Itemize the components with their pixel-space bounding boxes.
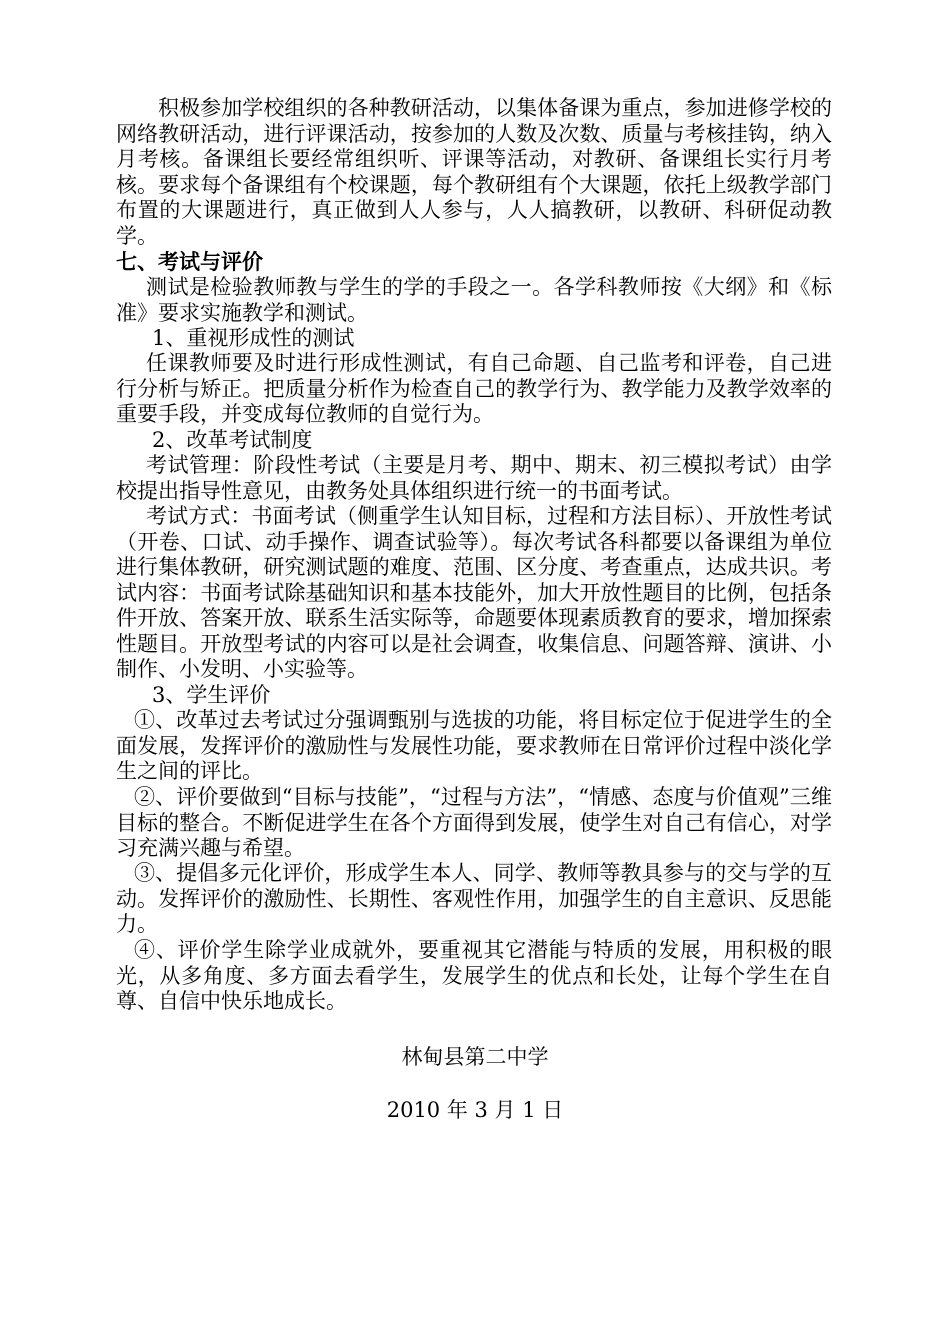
paragraph-evaluation-3: ③、提倡多元化评价，形成学生本人、同学、教师等教具参与的交与学的互动。发挥评价的激励性、长期性、客观性作用，加强学生的自主意识、反思能力。 bbox=[116, 861, 832, 936]
subheading-exam-reform: 2、改革考试制度 bbox=[152, 428, 313, 452]
paragraph-evaluation-2: ②、评价要做到“目标与技能”，“过程与方法”，“情感、态度与价值观”三维目标的整合。不断促进学生在各个方面得到发展，使学生对自己有信心，对学习充满兴趣与希望。 bbox=[116, 785, 832, 860]
paragraph-exam-management: 考试管理：阶段性考试（主要是月考、期中、期末、初三模拟考试）由学校提出指导性意见，由教务处具体组织进行统一的书面考试。 bbox=[116, 453, 832, 503]
section-heading-exam-evaluation: 七、考试与评价 bbox=[116, 249, 263, 274]
signature-date: 2010 年 3 月 1 日 bbox=[386, 1098, 564, 1122]
signature-school: 林甸县第二中学 bbox=[401, 1045, 549, 1069]
paragraph-exam-method: 考试方式：书面考试（侧重学生认知目标，过程和方法目标）、开放性考试（开卷、口试、动手操作、调查试验等）。每次考试各科都要以备课组为单位进行集体教研，研究测试题的难度、范围、区分度、考查重点，达成共识。考试内容：书面考试除基础知识和基本技能外，加大开放性题目的比例，包括条件开放、答案开放、联系生活实际等，命题要体现素质教育的要求，增加探索性题目。开放型考试的内容可以是社会调查，收集信息、问题答辩、演讲、小制作、小发明、小实验等。 bbox=[116, 504, 832, 681]
subheading-student-evaluation: 3、学生评价 bbox=[152, 683, 271, 707]
paragraph-evaluation-4: ④、评价学生除学业成就外，要重视其它潜能与特质的发展，用积极的眼光，从多角度、多方面去看学生，发展学生的优点和长处，让每个学生在自尊、自信中快乐地成长。 bbox=[116, 938, 832, 1013]
paragraph-testing-intro: 测试是检验教师教与学生的学的手段之一。各学科教师按《大纲》和《标准》要求实施教学和测试。 bbox=[116, 275, 832, 325]
subheading-formative-test: 1、重视形成性的测试 bbox=[152, 326, 355, 350]
paragraph-evaluation-1: ①、改革过去考试过分强调甄别与选拔的功能，将目标定位于促进学生的全面发展，发挥评价的激励性与发展性功能，要求教师在日常评价过程中淡化学生之间的评比。 bbox=[116, 708, 832, 783]
paragraph-teaching-research: 积极参加学校组织的各种教研活动，以集体备课为重点，参加进修学校的网络教研活动，进行评课活动，按参加的人数及次数、质量与考核挂钩，纳入月考核。备课组长要经常组织听、评课等活动，对教研、备课组长实行月考核。要求每个备课组有个校课题，每个教研组有个大课题，依托上级教学部门布置的大课题进行，真正做到人人参与，人人搞教研，以教研、科研促动教学。 bbox=[116, 96, 832, 248]
paragraph-formative-test: 任课教师要及时进行形成性测试，有自己命题、自己监考和评卷，自己进行分析与矫正。把质量分析作为检查自己的教学行为、教学能力及教学效率的重要手段，并变成每位教师的自觉行为。 bbox=[116, 351, 832, 426]
